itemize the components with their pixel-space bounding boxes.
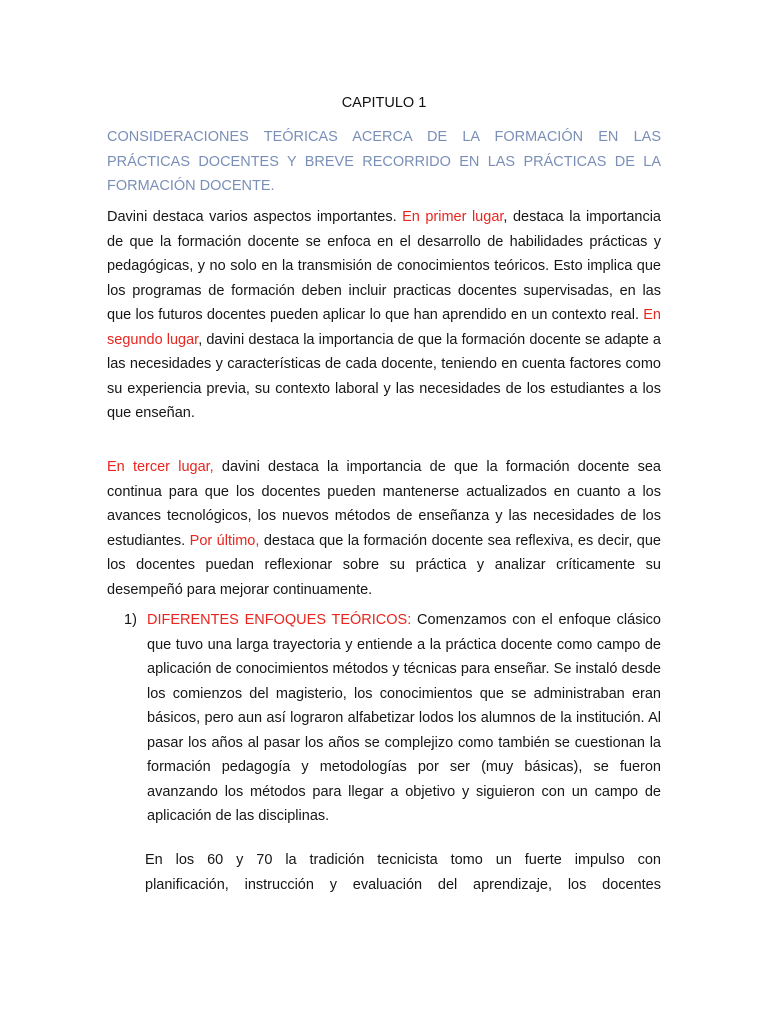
highlight-segundo-lugar: En segundo lugar [107, 307, 661, 348]
paragraph-1-text-a: Davini destaca varios aspectos importantes. [107, 209, 403, 225]
chapter-subtitle: CONSIDERACIONES TEÓRICAS ACERCA DE LA FORMACIÓN EN LAS PRÁCTICAS DOCENTES Y BREVE RECORRIDO EN LAS PRÁCTICAS DE LA FORMACIÓN DOCENTE. [107, 129, 661, 194]
continuation-paragraph [145, 848, 661, 897]
highlight-primer-lugar: En primer lugar [402, 209, 504, 225]
list-item-text: Comenzamos con el enfoque clásico que tuvo una larga trayectoria y entiende a la práctica docente como campo de aplicación de conocimientos métodos y técnicas para enseñar. Se instaló desde los comienzos del magisterio, los conocimientos que se administraban eran básicos, pero aun así lograron alfabetizar lodos los alumnos de la institución. Al pasar los años al pasar los años se complejizo como también se cuestionan la formación pedagogía y metodologías por ser (muy básicas), se fueron avanzando los métodos para llegar a objetivo y siguieron con un campo de aplicación de las disciplinas. [147, 612, 661, 824]
paragraph-1 [107, 205, 661, 426]
paragraph-2 [107, 455, 661, 602]
continuation-line-2: planificación, instrucción y evaluación del aprendizaje, los docentes [145, 876, 661, 893]
chapter-title: CAPITULO 1 [341, 95, 427, 111]
numbered-list [124, 608, 661, 829]
list-item [147, 608, 661, 829]
continuation-line-1: En los 60 y 70 la tradición tecnicista tomo un fuerte impulso con [145, 852, 661, 868]
list-item-heading: DIFERENTES ENFOQUES TEÓRICOS: [147, 612, 412, 628]
highlight-tercer-lugar: En tercer lugar, [107, 459, 214, 475]
paragraph-2-text-b: destaca que la formación docente sea reflexiva, es decir, que los docentes puedan reflexionar sobre su práctica y analizar críticamente su desempeñó para mejorar continuamente. [107, 532, 661, 598]
paragraph-2-text-a: davini destaca la importancia de que la formación docente sea continua para que los docentes pueden mantenerse actualizados en cuanto a los avances tecnológicos, los nuevos métodos de enseñanza y las necesidades de los estudiantes. [107, 459, 661, 549]
list-marker: 1) [124, 612, 137, 628]
highlight-por-ultimo: Por último, [189, 532, 260, 549]
paragraph-1-text-b: , destaca la importancia de que la formación docente se enfoca en el desarrollo de habilidades prácticas y pedagógicas, y no solo en la transmisión de conocimientos teóricos. Esto implica que los programas de formación deben incluir practicas docentes supervisadas, en las que los futuros docentes pueden aplicar lo que han aprendido en un contexto real. [107, 209, 661, 323]
paragraph-1-text-c: , davini destaca la importancia de que la formación docente se adapte a las necesidades y características de cada docente, teniendo en cuenta factores como su experiencia previa, su contexto laboral y las necesidades de los estudiantes a los que enseñan. [107, 331, 661, 421]
